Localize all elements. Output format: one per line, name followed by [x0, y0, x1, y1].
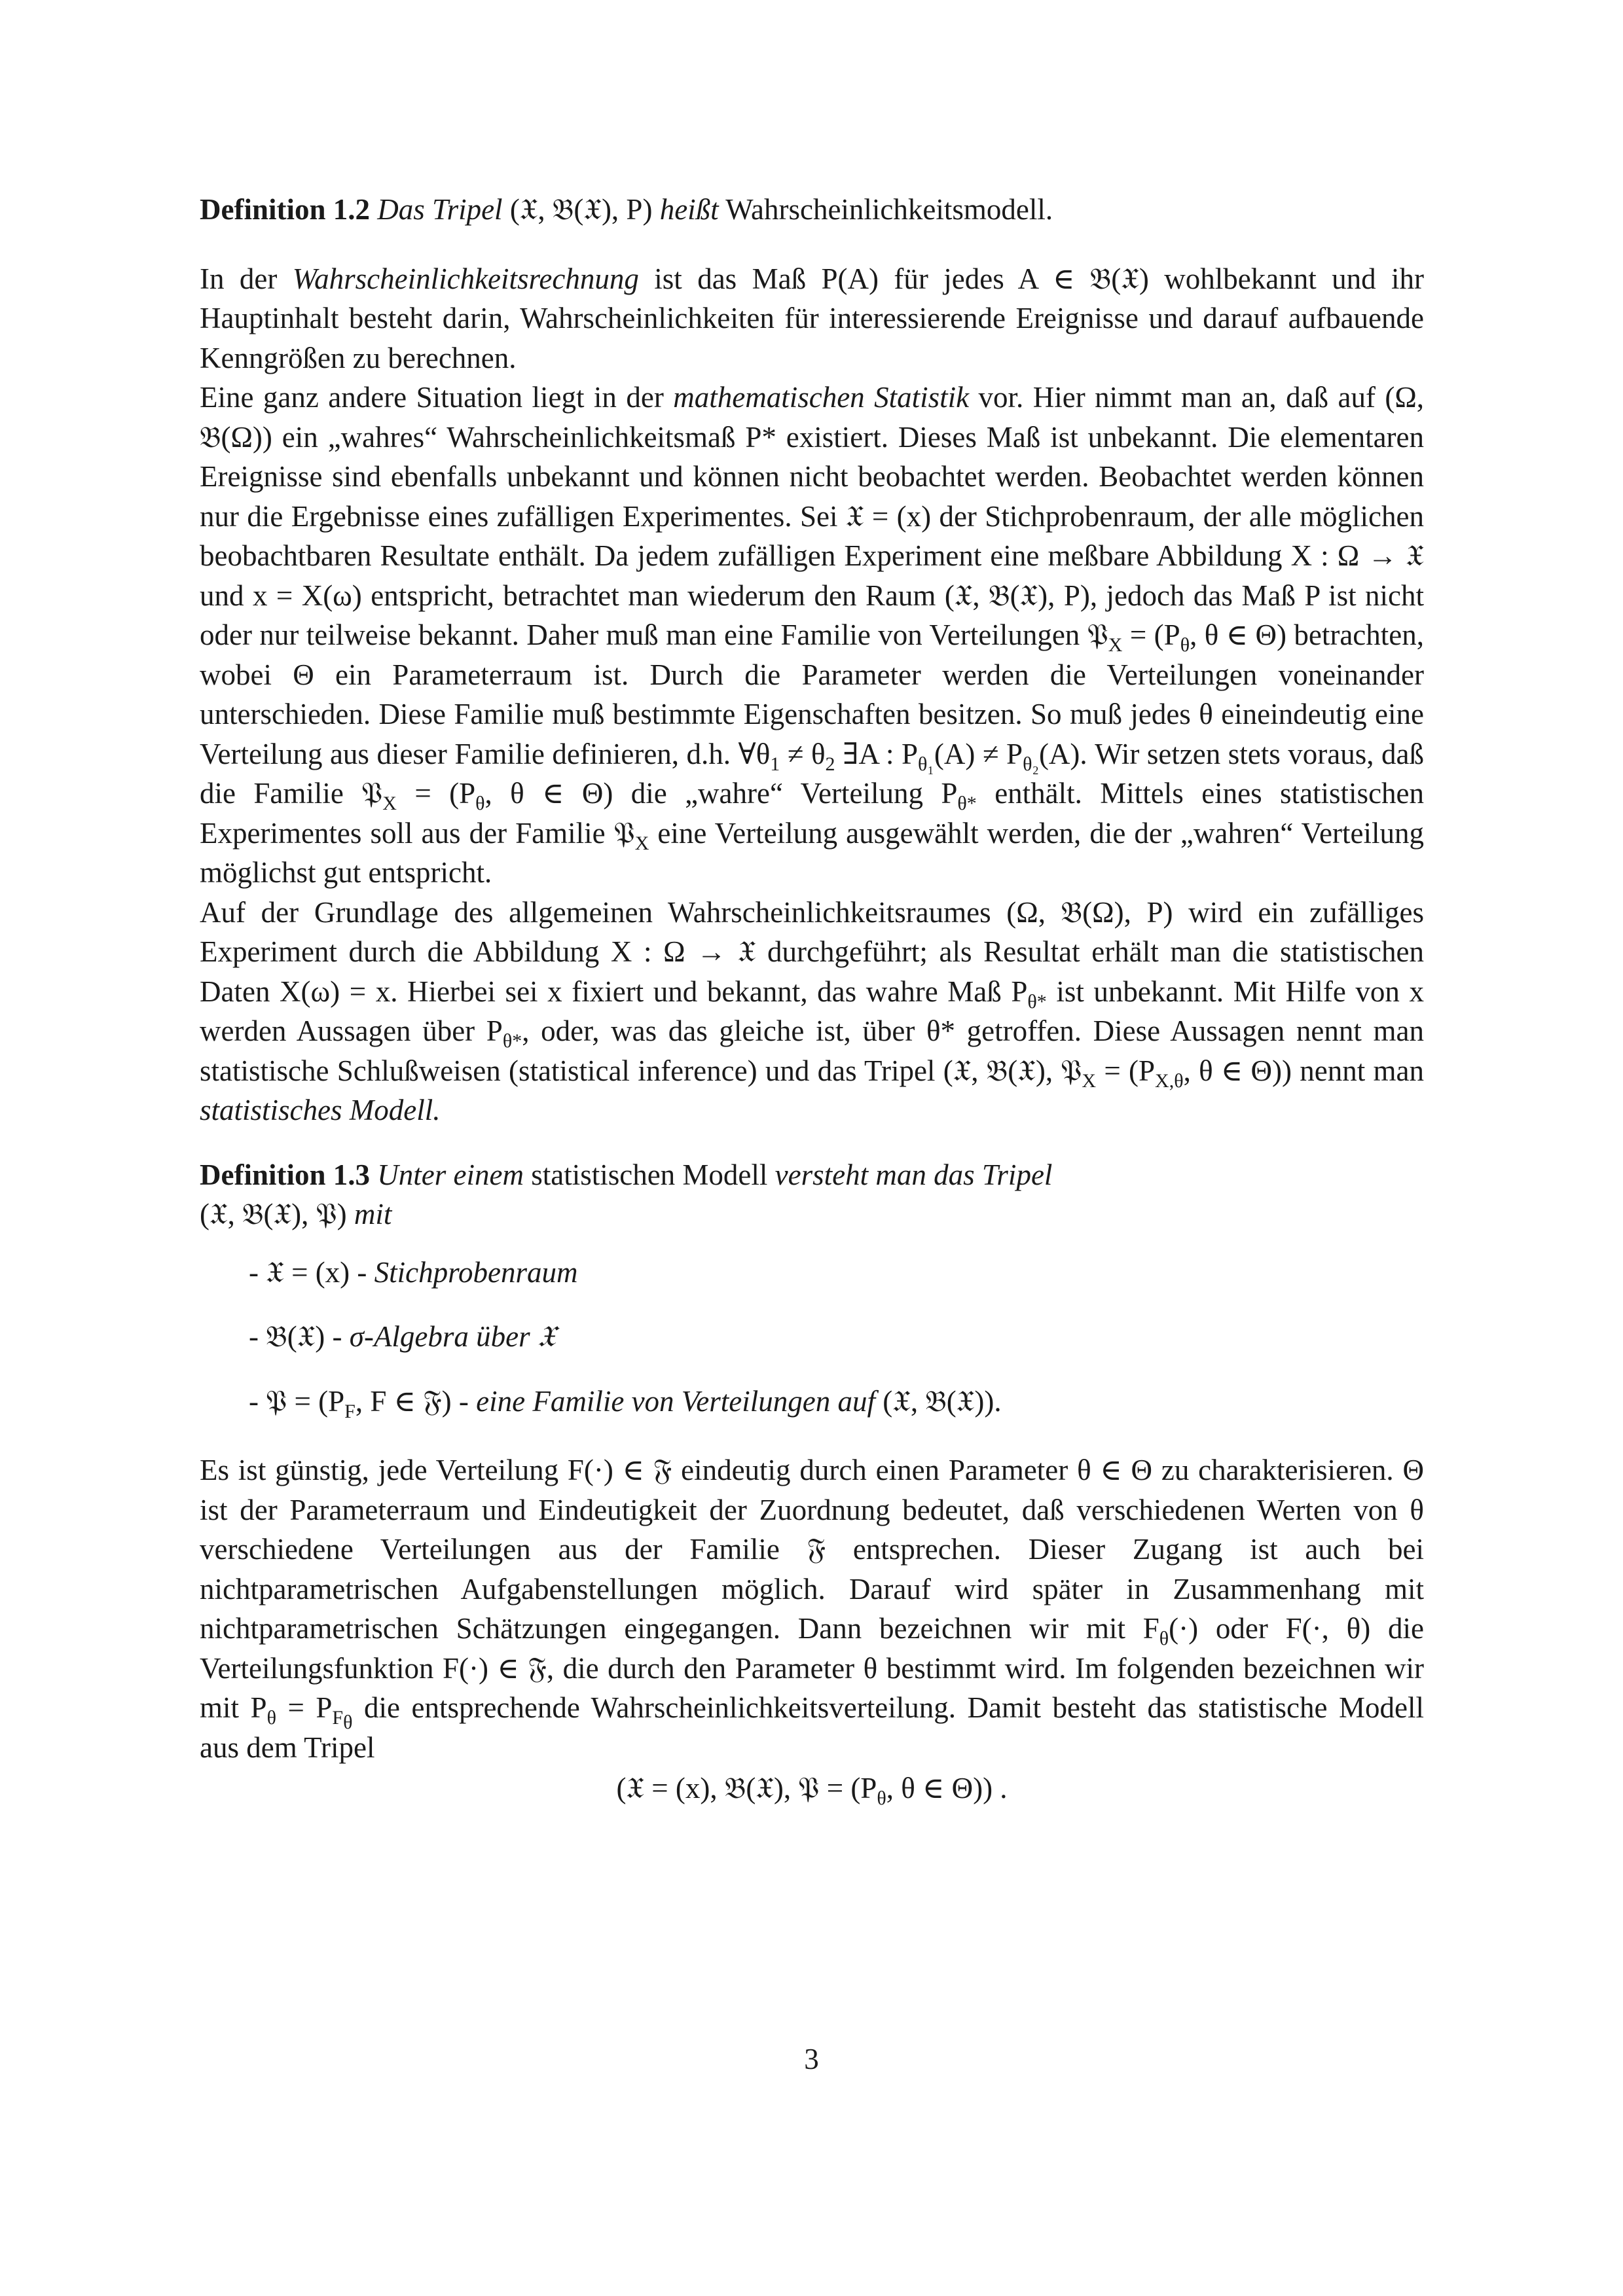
page-number: 3 [804, 2043, 819, 2075]
paragraph-inference: Auf der Grundlage des allgemeinen Wahrscheinlichkeitsraumes (Ω, 𝔅(Ω), P) wird ein zufälliges Experiment durch die Abbildung X : Ω → 𝔛 durchgeführt; als Resultat erhält man die statistischen Daten X(ω) = x. Hierbei sei x fixiert und bekannt, das wahre Maß $P_{\theta*}$ ist unbekannt. Mit Hilfe von x werden Aussagen über $P_{\theta*}$, oder, was das gleiche ist, über θ* getroffen. Diese Aussagen nennt man statistische Schlußweisen (statistical inference) und das Tripel (𝔛, 𝔅(𝔛), 𝔓$_X$ = ($P_{X,\theta}$, θ ∈ Θ)) nennt man statistisches Modell. [200, 895, 1424, 1126]
emphasis: Wahrscheinlichkeitsrechnung [292, 262, 639, 295]
definition-label: Definition 1.3 [200, 1158, 371, 1191]
emphasis: mathematischen Statistik [673, 381, 970, 414]
paragraph-parametrization: Es ist günstig, jede Verteilung F(·) ∈ 𝔉 eindeutig durch einen Parameter θ ∈ Θ zu charakterisieren. Θ ist der Parameterraum und Eindeutigkeit der Zuordnung bedeutet, daß verschiedenen Werten von θ verschiedene Verteilungen aus der Familie 𝔉 entsprechen. Dieser Zugang ist auch bei nichtparametrischen Aufgabenstellungen möglich. Darauf wird später in Zusammenhang mit nichtparametrischen Schätzungen eingegangen. Dann bezeichnen wir mit $F_\theta(\cdot)$ oder F(·, θ) die Verteilungsfunktion F(·) ∈ 𝔉, die durch den Parameter θ bestimmt wird. Im folgenden bezeichnen wir mit $P_\theta = P_{F_\theta}$ die entsprechende Wahrscheinlichkeitsverteilung. Damit besteht das statistische Modell aus dem Tripel [200, 1454, 1424, 1764]
definition-label: Definition 1.2 [200, 193, 371, 226]
definition-1-2 [200, 190, 1424, 230]
emphasis: statistisches Modell. [200, 1094, 441, 1126]
definition-items [200, 1253, 1424, 1422]
definition-1-3: Definition 1.3 Unter einem statistischen Modell versteht man das Tripel (𝔛, 𝔅(𝔛), 𝔓) mit [200, 1158, 1053, 1230]
display-equation: (𝔛 = (x), 𝔅(𝔛), 𝔓 = ($P_\theta$, θ ∈ Θ)) . [616, 1772, 1008, 1809]
paragraph-probability: In der Wahrscheinlichkeitsrechnung ist das Maß P(A) für jedes A ∈ 𝔅(𝔛) wohlbekannt und ihr Hauptinhalt besteht darin, Wahrscheinlichkeiten für interessierende Ereignisse und darauf aufbauende Kenngrößen zu berechnen. [200, 262, 1425, 374]
definition-term: Wahrscheinlichkeitsmodell. [725, 193, 1053, 226]
list-item: - 𝔅(𝔛) - σ-Algebra über 𝔛 [249, 1320, 556, 1353]
definition-text: heißt [659, 193, 719, 226]
list-item: - 𝔓 = ($P_F$, F ∈ 𝔉) - eine Familie von Verteilungen auf (𝔛, 𝔅(𝔛)). [249, 1384, 1002, 1422]
list-item: - 𝔛 = (x) - Stichprobenraum [249, 1255, 578, 1289]
definition-math: (𝔛, 𝔅(𝔛), P) [509, 193, 653, 226]
definition-text: Das Tripel [377, 193, 503, 226]
page-content [200, 190, 1424, 1808]
paragraph-statistics: Eine ganz andere Situation liegt in der mathematischen Statistik vor. Hier nimmt man an, daß auf (Ω, 𝔅(Ω)) ein „wahres“ Wahrscheinlichkeitsmaß P* existiert. Dieses Maß ist unbekannt. Die elementaren Ereignisse sind ebenfalls unbekannt und können nicht beobachtet werden. Beobachtet werden können nur die Ergebnisse eines zufälligen Experimentes. Sei 𝔛 = (x) der Stichprobenraum, der alle möglichen beobachtbaren Resultate enthält. Da jedem zufälligen Experiment eine meßbare Abbildung X : Ω → 𝔛 und x = X(ω) entspricht, betrachtet man wiederum den Raum (𝔛, 𝔅(𝔛), P), jedoch das Maß P ist nicht oder nur teilweise bekannt. Daher muß man eine Familie von Verteilungen 𝔓$_X$ = ($P_\theta$, θ ∈ Θ) betrachten, wobei Θ ein Parameterraum ist. Durch die Parameter werden die Verteilungen voneinander unterschieden. Diese Familie muß bestimmte Eigenschaften besitzen. So muß jedes θ eineindeutig eine Verteilung aus dieser Familie definieren, d.h. $\forall\theta_1 \ne \theta_2$ ∃A : $P_{\theta_1}(A) \ne P_{\theta_2}(A)$. Wir setzen stets voraus, daß die Familie 𝔓$_X$ = ($P_\theta$, θ ∈ Θ) die „wahre“ Verteilung $P_{\theta*}$ enthält. Mittels eines statistischen Experimentes soll aus der Familie 𝔓$_X$ eine Verteilung ausgewählt werden, die der „wahren“ Verteilung möglichst gut entspricht. [200, 381, 1425, 889]
